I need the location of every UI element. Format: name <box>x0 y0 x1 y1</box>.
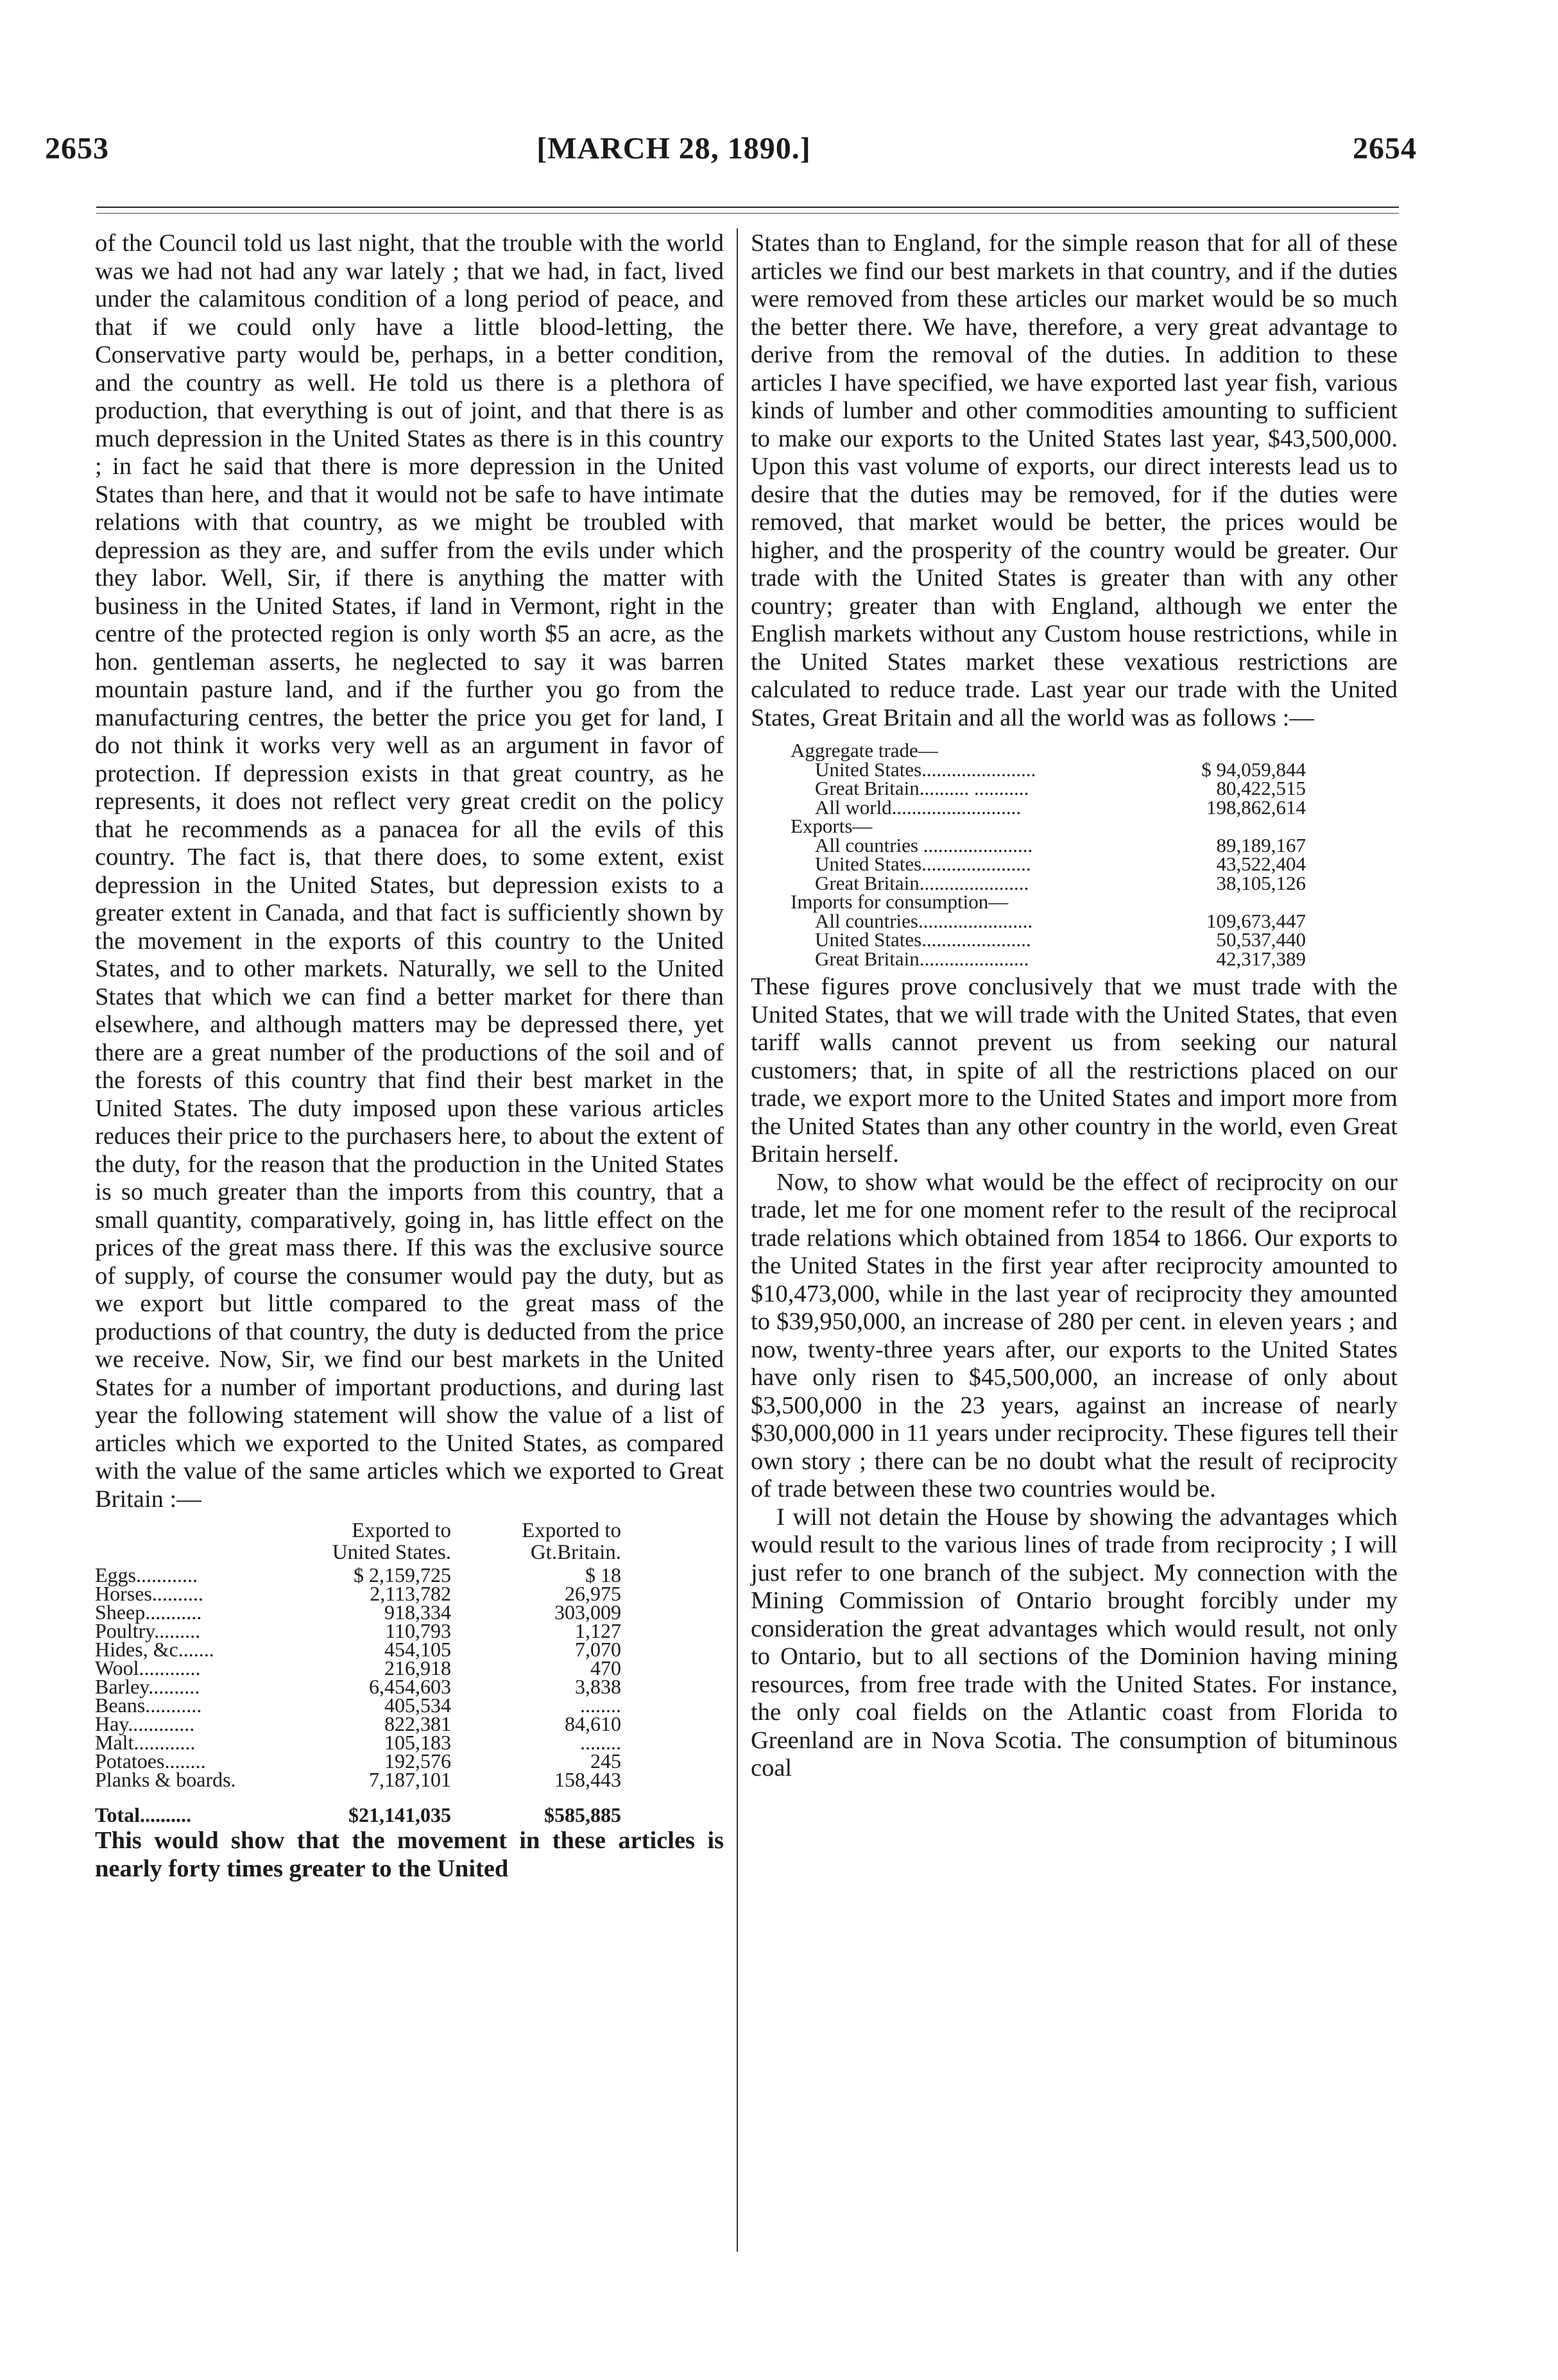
right-paragraph-3: Now, to show what would be the effect of reciprocity on our trade, let me for one moment refer to the result of the reciprocal trade relations which obtained from 1854 to 1866. Our exports to the United States in the first year after reciprocity amounted to $10,473,000, while in the last year of reciprocity they amounted to $39,950,000, an increase of 280 per cent. in eleven years ; and now, twenty-three years after, our exports to the United States have only risen to $45,500,000, an increase of only about $3,500,000 in the 23 years, against an increase of nearly $30,000,000 in 11 years under reciprocity. These figures tell their own story ; there can be no doubt what the result of reciprocity of trade between these two countries would be. <box>751 1168 1398 1502</box>
trade-row-label: Great Britain...................... <box>815 871 1029 894</box>
trade-row-amount: 38,105,126 <box>1216 871 1306 894</box>
trade-row-amount: 43,522,404 <box>1216 853 1306 875</box>
trade-row-label: All countries....................... <box>815 909 1033 932</box>
table-cell-gb: 470 <box>590 1656 621 1679</box>
right-paragraph-1: States than to England, for the simple reason that for all of these articles we find our best markets in that country, and if the duties were removed from these articles our market would be so much the better there. We have, therefore, a very great advantage to derive from the removal of the duties. In addition to these articles I have specified, we have exported last year fish, various kinds of lumber and other commodities amounting to sufficient to make our exports to the United States last year, $43,500,000. Upon this vast volume of exports, our direct interests lead us to desire that the duties may be removed, for if the duties were removed, that market would be better, the prices would be higher, and the prosperity of the country would be greater. Our trade with the United States is greater than with any other country; greater than with England, although we enter the English markets without any Custom house restrictions, while in the United States market these vexatious restrictions are calculated to reduce trade. Last year our trade with the United States, Great Britain and all the world was as follows :— <box>751 230 1398 731</box>
trade-row <box>791 930 1306 949</box>
trade-row-amount: $ 94,059,844 <box>1201 758 1306 781</box>
trade-row-label: United States....................... <box>815 758 1036 781</box>
table-cell-item: Barley.......... <box>95 1675 200 1698</box>
table-cell-item: Hides, &c....... <box>95 1638 214 1661</box>
table-cell-item: Wool............ <box>95 1656 201 1679</box>
table-cell-item: Horses.......... <box>95 1582 203 1605</box>
trade-row-label: Great Britain...................... <box>815 947 1029 970</box>
trade-row-label: United States...................... <box>815 928 1031 951</box>
page-date: [MARCH 28, 1890.] <box>536 132 811 166</box>
table-cell-us: 822,381 <box>384 1712 451 1735</box>
table-cell-gb: 245 <box>590 1749 621 1772</box>
trade-row <box>791 874 1306 893</box>
total-label: Total.......... <box>95 1803 191 1826</box>
trade-row-amount: 89,189,167 <box>1216 833 1306 856</box>
trade-row-label: All world.......................... <box>815 795 1022 819</box>
table-cell-gb: 3,838 <box>575 1675 621 1698</box>
table-row <box>95 1771 647 1789</box>
table-cell-gb: 1,127 <box>575 1619 621 1642</box>
trade-summary-table <box>791 741 1306 968</box>
page-number-left: 2653 <box>45 132 109 166</box>
table-cell-us: 405,534 <box>384 1694 451 1717</box>
table-cell-item: Planks & boards. <box>95 1768 236 1791</box>
table-cell-us: 192,576 <box>384 1749 451 1772</box>
trade-group-label: Aggregate trade— <box>791 739 938 761</box>
table-cell-us: 6,454,603 <box>369 1675 451 1698</box>
table-cell-us: $ 2,159,725 <box>354 1563 451 1586</box>
trade-row <box>791 854 1306 874</box>
trade-row-label: Great Britain.......... ........... <box>815 777 1029 799</box>
trade-row <box>791 949 1306 969</box>
trade-row-amount: 80,422,515 <box>1216 777 1306 799</box>
table-cell-item: Sheep........... <box>95 1601 202 1624</box>
table-cell-item: Eggs............ <box>95 1563 198 1586</box>
header-rule-thin <box>96 213 1399 214</box>
table-cell-item: Beans........... <box>95 1694 202 1717</box>
table-header-gb: Exported to Gt.Britain. <box>522 1519 621 1564</box>
page-number-right: 2654 <box>1353 132 1417 166</box>
trade-row <box>791 779 1306 798</box>
table-cell-gb: ........ <box>580 1694 621 1717</box>
total-us: $21,141,035 <box>348 1803 451 1826</box>
table-cell-us: 918,334 <box>384 1601 451 1624</box>
trade-group-row <box>791 892 1306 912</box>
table-cell-us: 2,113,782 <box>370 1582 451 1605</box>
table-cell-us: 105,183 <box>384 1731 451 1754</box>
trade-table-body <box>791 741 1306 968</box>
trade-row <box>791 836 1306 855</box>
table-cell-us: 7,187,101 <box>369 1768 451 1791</box>
table-header-row <box>95 1520 647 1566</box>
right-paragraph-2: These figures prove conclusively that we must trade with the United States, that we will trade with the United States, that even tariff walls cannot prevent us from seeking our natural customers; that, in spite of all the restrictions placed on our trade, we export more to the United States and import more from the United States than any other country in the world, even Great Britain herself. <box>751 973 1398 1168</box>
total-gb: $585,885 <box>544 1803 621 1826</box>
table-cell-gb: 7,070 <box>575 1638 621 1661</box>
table-cell-gb: 26,975 <box>565 1582 621 1605</box>
trade-group-row <box>791 817 1306 836</box>
left-column <box>95 230 724 1883</box>
trade-row-amount: 50,537,440 <box>1216 928 1306 951</box>
table-cell-gb: ........ <box>580 1731 621 1754</box>
table-header-item <box>95 1520 291 1566</box>
trade-row-amount: 109,673,447 <box>1206 909 1306 932</box>
table-total-row <box>95 1789 647 1824</box>
table-cell-us: 454,105 <box>384 1638 451 1661</box>
table-cell-gb: 158,443 <box>554 1768 621 1791</box>
table-cell-us: 110,793 <box>385 1619 451 1642</box>
exports-comparison-table <box>95 1520 647 1824</box>
left-paragraph-2: This would show that the movement in these articles is nearly forty times greater to the United <box>95 1827 724 1882</box>
trade-row-label: United States...................... <box>815 853 1031 875</box>
trade-row <box>791 798 1306 817</box>
trade-group-label: Exports— <box>791 815 873 837</box>
trade-group-row <box>791 741 1306 760</box>
right-paragraph-4: I will not detain the House by showing the advantages which would result to the various lines of trade from reciprocity ; I will just refer to one branch of the subject. My connection with the Mining Commission of Ontario brought forcibly under my consideration the great advantages which would result, not only to Ontario, but to all sections of the Dominion having mining resources, from free trade with the United States. For instance, the only coal fields on the Atlantic coast from Florida to Greenland are in Nova Scotia. The consumption of bituminous coal <box>751 1503 1398 1781</box>
trade-row-amount: 42,317,389 <box>1216 947 1306 970</box>
trade-row <box>791 912 1306 931</box>
table-cell-item: Poultry......... <box>95 1619 201 1642</box>
table-header-us: Exported to United States. <box>332 1519 451 1564</box>
table-cell-item: Potatoes........ <box>95 1749 206 1772</box>
column-divider <box>737 228 738 2252</box>
trade-row <box>791 760 1306 779</box>
trade-group-label: Imports for consumption— <box>791 890 1009 913</box>
table-cell-item: Malt............ <box>95 1731 196 1754</box>
table-cell-gb: 84,610 <box>565 1712 621 1735</box>
table-cell-us: 216,918 <box>384 1656 451 1679</box>
header-rule-thick <box>96 207 1399 208</box>
left-paragraph-1: of the Council told us last night, that the trouble with the world was we had not had any war lately ; that we had, in fact, lived under the calamitous condition of a long period of peace, and that if we could only have a little blood-letting, the Conservative party would be, perhaps, in a better condition, and the country as well. He told us there is a plethora of production, that everything is out of joint, and that there is as much depression in the United States as there is in this country ; in fact he said that there is more depression in the United States than here, and that it would not be safe to have intimate relations with that country, as we might be troubled with depression as they are, and suffer from the evils under which they labor. Well, Sir, if there is anything the matter with business in the United States, if land in Vermont, right in the centre of the protected region is only worth $5 an acre, as the hon. gentleman asserts, he neglected to say it was barren mountain pasture land, and if the further you go from the manufacturing centres, the better the price you get for land, I do not think it works very well as an argument in favor of protection. If depression exists in that great country, as he represents, it does not reflect very great credit on the policy that he recommends as a panacea for all the evils of this country. The fact is, that there does, to some extent, exist depression in the United States, but depression exists to a greater extent in Canada, and that fact is sufficiently shown by the movement in the exports of this country to the United States, and to other markets. Naturally, we sell to the United States that which we can find a better market for there than elsewhere, and although matters may be depressed there, yet there are a great number of the productions of the soil and of the forests of this country that find their best market in the United States. The duty imposed upon these various articles reduces their price to the purchasers here, to about the extent of the duty, for the reason that the production in the United States is so much greater than the imports from this country, that a small quantity, comparatively, going in, has little effect on the prices of the great mass there. If this was the exclusive source of supply, of course the consumer would pay the duty, but as we export but little compared to the great mass of the productions of that country, the duty is deducted from the price we receive. Now, Sir, we find our best markets in the United States for a number of important productions, and during last year the following statement will show the value of a list of articles which we exported to the United States, as compared with the value of the same articles which we exported to Great Britain :— <box>95 230 724 1513</box>
table-cell-gb: 303,009 <box>554 1601 621 1624</box>
exports-table-body <box>95 1563 647 1791</box>
trade-row-label: All countries ...................... <box>815 833 1033 856</box>
trade-row-amount: 198,862,614 <box>1206 795 1306 819</box>
right-column <box>751 230 1398 1783</box>
table-cell-gb: $ 18 <box>585 1563 621 1586</box>
table-cell-item: Hay............. <box>95 1712 195 1735</box>
